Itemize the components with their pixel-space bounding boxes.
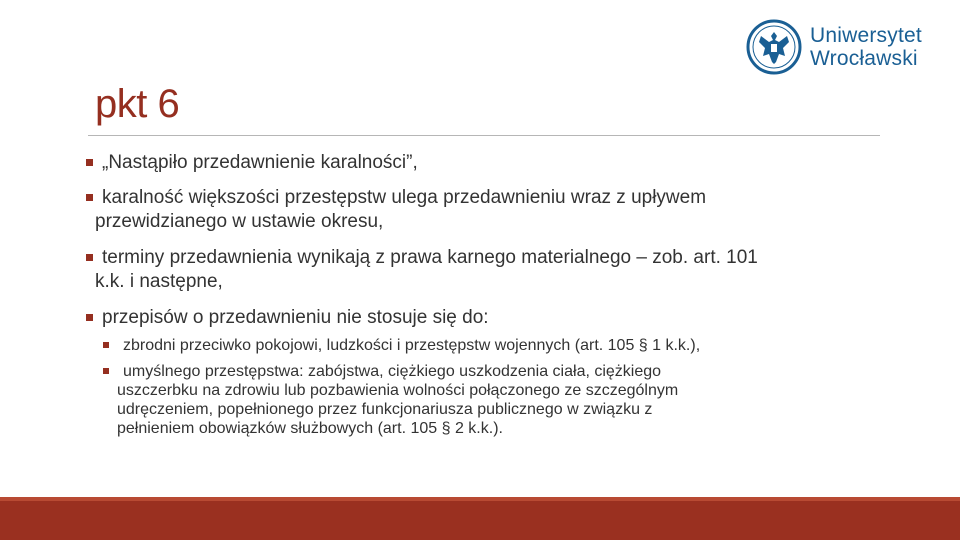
square-bullet-icon — [103, 342, 109, 348]
bullet-3-line-1: terminy przedawnienia wynikają z prawa karnego materialnego – zob. art. 101 — [102, 247, 758, 268]
subbullet-2-line-1: umyślnego przestępstwa: zabójstwa, ciężkiego uszkodzenia ciała, ciężkiego — [123, 363, 662, 380]
bullet-4-line-1: przepisów o przedawnieniu nie stosuje się do: — [102, 307, 489, 328]
square-bullet-icon — [103, 368, 109, 374]
bullet-2-line-1: karalność większości przestępstw ulega przedawnieniu wraz z upływem — [102, 187, 707, 208]
bullet-1-line-1: „Nastąpiło przedawnienie karalności”, — [102, 152, 418, 173]
logo-line-1: Uniwersytet — [810, 24, 922, 47]
footer-bar — [0, 497, 960, 540]
university-logo — [745, 18, 935, 76]
eagle-crest-icon — [745, 18, 803, 76]
footer-bar-highlight — [0, 497, 960, 501]
slide-title: pkt 6 — [95, 82, 180, 126]
square-bullet-icon — [86, 194, 93, 201]
subbullet-1-line-1: zbrodni przeciwko pokojowi, ludzkości i przestępstw wojennych (art. 105 § 1 k.k.), — [123, 337, 701, 354]
bullet-3-line-2: k.k. i następne, — [95, 271, 223, 292]
square-bullet-icon — [86, 314, 93, 321]
subbullet-2-line-2: uszczerbku na zdrowiu lub pozbawienia wolności połączonego ze szczególnym — [117, 382, 679, 399]
logo-line-2: Wrocławski — [810, 47, 918, 70]
square-bullet-icon — [86, 159, 93, 166]
subbullet-2-line-4: pełnieniem obowiązków służbowych (art. 105 § 2 k.k.). — [117, 420, 503, 437]
square-bullet-icon — [86, 254, 93, 261]
bullet-3 — [88, 246, 758, 294]
title-divider — [88, 135, 880, 136]
bullet-4 — [88, 306, 489, 330]
subbullet-1 — [103, 336, 700, 355]
bullet-1 — [88, 151, 418, 175]
subbullet-2 — [103, 362, 678, 438]
subbullet-2-line-3: udręczeniem, popełnionego przez funkcjonariusza publicznego w związku z — [117, 401, 653, 418]
university-name — [810, 24, 922, 70]
bullet-2 — [88, 186, 706, 234]
bullet-2-line-2: przewidzianego w ustawie okresu, — [95, 211, 384, 232]
